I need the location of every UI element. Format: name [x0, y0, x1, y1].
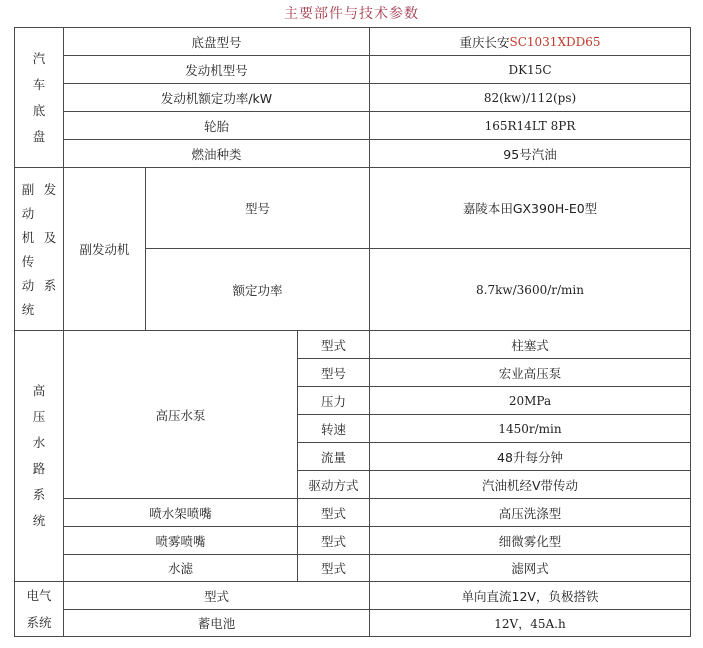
hp-pump-speed-param: 转速 — [297, 414, 370, 443]
aux-label-char: 系 — [43, 278, 57, 293]
hp-pump-drive-value: 汽油机经V带传动 — [369, 470, 691, 499]
fuel-type-label: 燃油种类 — [63, 139, 370, 168]
tire-label: 轮胎 — [63, 111, 370, 140]
battery-label: 蓄电池 — [63, 609, 370, 637]
hp-water-section-label — [14, 330, 64, 582]
aux-label-char: 传 — [21, 254, 35, 269]
aux-engine-power-value: 8.7kw/3600/r/min — [369, 248, 691, 331]
hp-pump-speed-value: 1450r/min — [369, 414, 691, 443]
chassis-model-code: SC1031XDD65 — [509, 34, 601, 49]
hp-label-char: 统 — [32, 513, 46, 528]
aux-engine-section-label — [14, 167, 64, 331]
electric-label-line: 系统 — [26, 615, 52, 630]
aux-engine-model-label: 型号 — [145, 167, 370, 249]
aux-engine-sub-label: 副发动机 — [63, 167, 146, 331]
chassis-label-char: 车 — [32, 76, 46, 92]
chassis-label-char: 底 — [32, 102, 46, 118]
hp-pump-label: 高压水泵 — [63, 330, 298, 499]
engine-model-value: DK15C — [369, 55, 691, 84]
spray-rack-nozzle-label: 喷水架喷嘴 — [63, 498, 298, 527]
chassis-model-value — [369, 27, 691, 56]
aux-label-char: 副 — [21, 182, 35, 197]
engine-power-label: 发动机额定功率/kW — [63, 83, 370, 112]
aux-engine-power-label: 额定功率 — [145, 248, 370, 331]
chassis-section-label — [14, 27, 64, 168]
chassis-label-char: 汽 — [32, 50, 46, 66]
fuel-type-value: 95号汽油 — [369, 139, 691, 168]
hp-pump-flow-value: 48升每分钟 — [369, 442, 691, 471]
electric-type-value: 单向直流12V，负极搭铁 — [369, 581, 691, 610]
chassis-model-prefix: 重庆长安 — [459, 34, 510, 50]
mist-nozzle-label: 喷雾喷嘴 — [63, 526, 298, 555]
hp-pump-drive-param: 驱动方式 — [297, 470, 370, 499]
hp-pump-flow-param: 流量 — [297, 442, 370, 471]
aux-label-char: 动 — [21, 278, 35, 293]
aux-engine-model-value: 嘉陵本田GX390H-E0型 — [369, 167, 691, 249]
water-filter-label: 水滤 — [63, 554, 298, 582]
battery-value: 12V，45A.h — [369, 609, 691, 637]
aux-label-char: 统 — [21, 302, 35, 317]
mist-nozzle-value: 细微雾化型 — [369, 526, 691, 555]
hp-pump-pressure-param: 压力 — [297, 386, 370, 415]
electric-label-line: 电气 — [26, 588, 52, 603]
water-filter-value: 滤网式 — [369, 554, 691, 582]
chassis-label-char: 盘 — [32, 128, 46, 144]
aux-label-char: 机 — [21, 230, 35, 245]
hp-label-char: 系 — [32, 487, 46, 502]
page-title: 主要部件与技术参数 — [284, 6, 419, 22]
engine-power-value: 82(kw)/112(ps) — [369, 83, 691, 112]
hp-pump-model-value: 宏业高压泵 — [369, 358, 691, 387]
hp-pump-pressure-value: 20MPa — [369, 386, 691, 415]
electric-section-label — [14, 581, 64, 637]
tire-value: 165R14LT 8PR — [369, 111, 691, 140]
spray-rack-nozzle-value: 高压洗涤型 — [369, 498, 691, 527]
water-filter-param: 型式 — [297, 554, 370, 582]
hp-label-char: 路 — [32, 461, 46, 476]
aux-label-char: 及 — [43, 230, 57, 245]
chassis-model-label: 底盘型号 — [63, 27, 370, 56]
hp-label-char: 压 — [32, 409, 46, 424]
spray-rack-nozzle-param: 型式 — [297, 498, 370, 527]
hp-pump-type-value: 柱塞式 — [369, 330, 691, 359]
hp-label-char: 水 — [32, 435, 46, 450]
hp-pump-model-param: 型号 — [297, 358, 370, 387]
electric-type-label: 型式 — [63, 581, 370, 610]
hp-pump-type-param: 型式 — [297, 330, 370, 359]
mist-nozzle-param: 型式 — [297, 526, 370, 555]
aux-label-char: 发 — [43, 182, 57, 197]
aux-label-char: 动 — [21, 206, 35, 221]
engine-model-label: 发动机型号 — [63, 55, 370, 84]
hp-label-char: 高 — [32, 383, 46, 398]
